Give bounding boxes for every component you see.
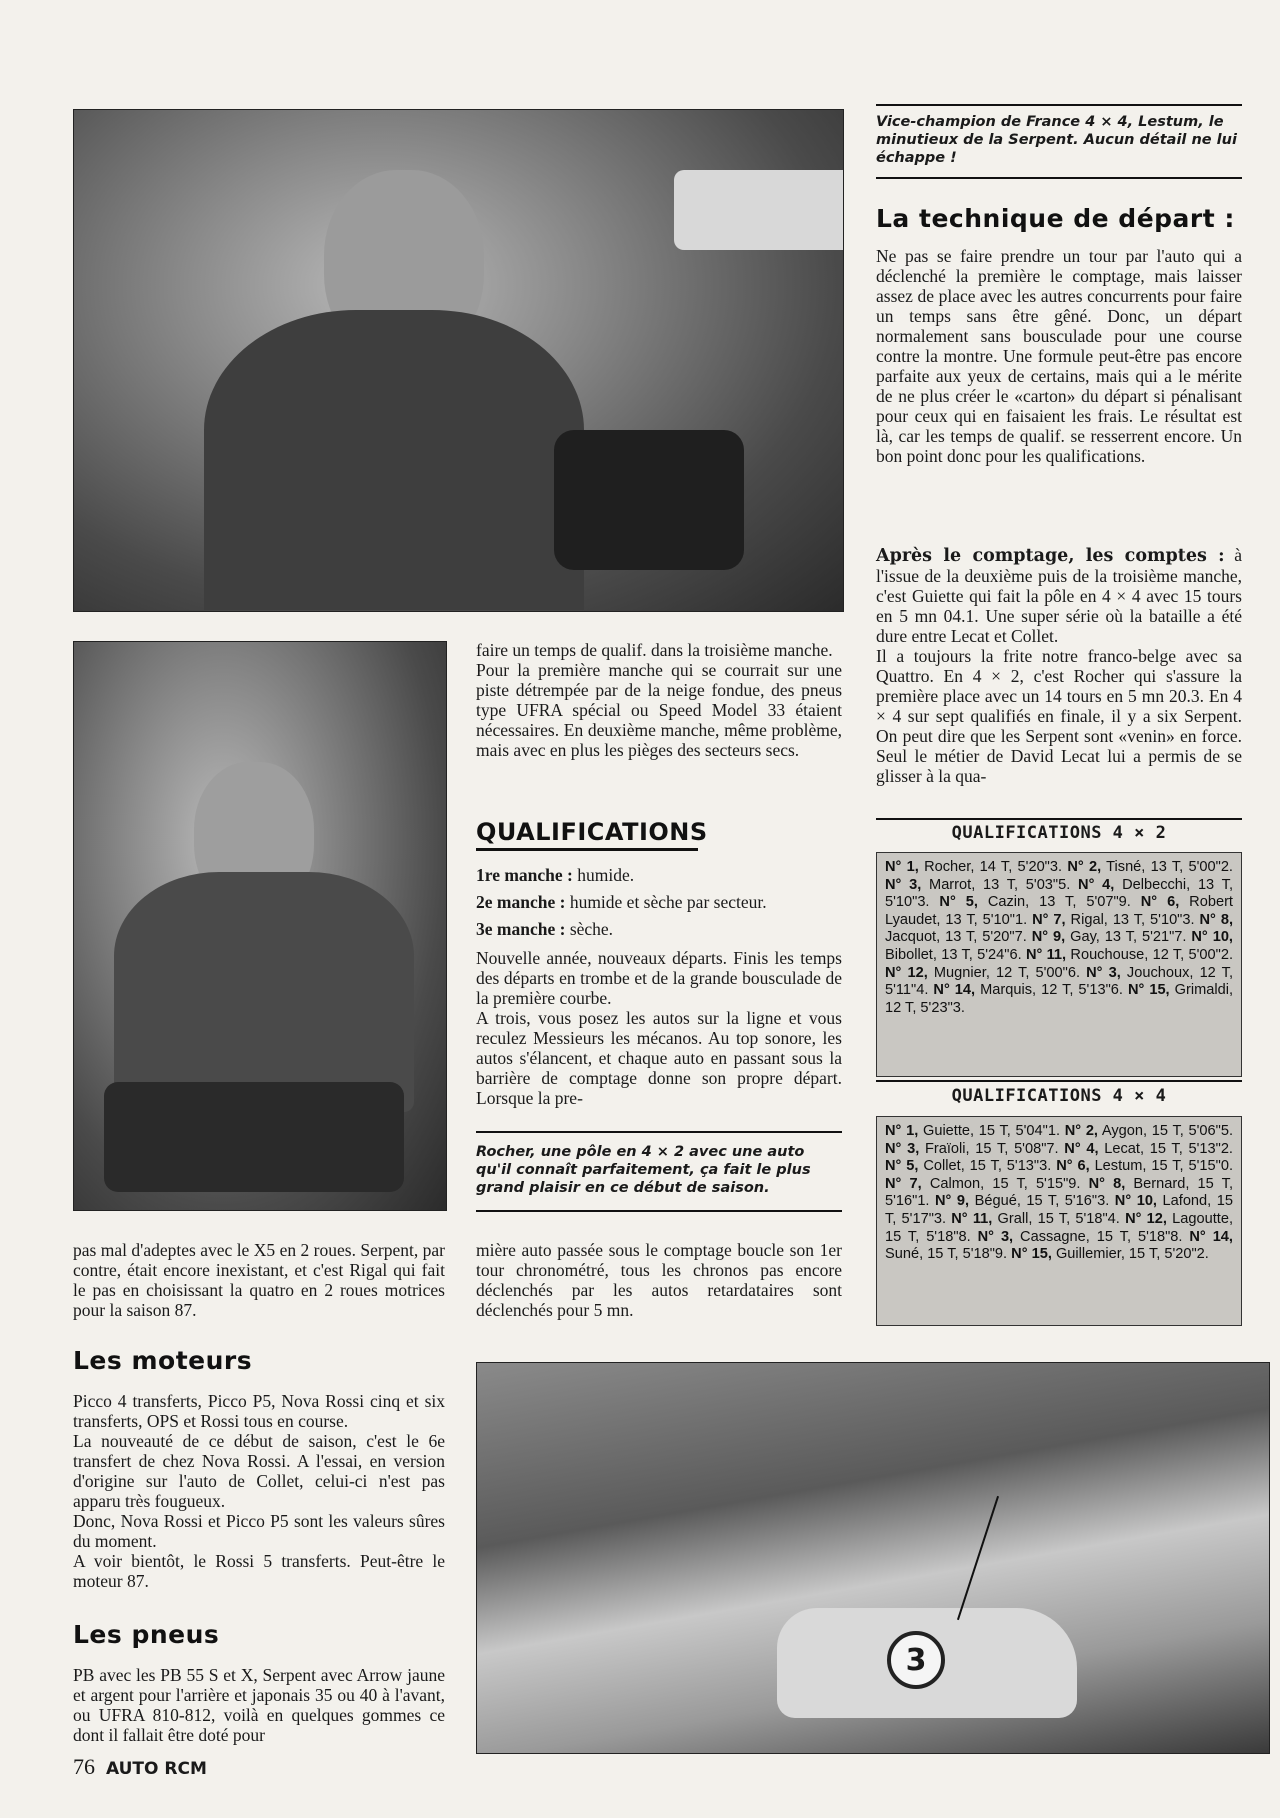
entry-text: Robert Lyaudet, 13 T, 5'10"1.	[885, 894, 1233, 928]
manche-2	[476, 889, 842, 916]
comptage-lead: Après le comptage, les comptes :	[876, 546, 1225, 566]
entry-no: N° 14,	[1189, 1228, 1233, 1245]
mechanic-body-shape	[204, 310, 584, 610]
entry-text: Aygon, 15 T, 5'06"5.	[1098, 1123, 1234, 1139]
entry-text: Guiette, 15 T, 5'04"1.	[918, 1123, 1065, 1139]
pneus-paragraph: PB avec les PB 55 S et X, Serpent avec Arrow jaune et argent pour l'arrière et japonais 35 ou 40 à l'avant, ou UFRA 810-812, voilà en quelques gommes ce dont il fallait être doté pour	[73, 1665, 445, 1745]
middle-caption: Rocher, une pôle en 4 × 2 avec une auto qu'il connaît parfaitement, ça fait le plus grand plaisir en ce début de saison.	[476, 1144, 811, 1196]
qual-4x4-entry	[1056, 1158, 1233, 1174]
entry-no: N° 12,	[885, 964, 928, 981]
middle-text-bottom	[476, 1240, 842, 1320]
entry-text: Marrot, 13 T, 5'03"5.	[921, 876, 1079, 893]
manches-list	[476, 862, 842, 943]
entry-text: Rocher, 14 T, 5'20"3.	[918, 859, 1068, 875]
entry-text: Bégué, 15 T, 5'16"3.	[969, 1193, 1115, 1210]
qual-4x2-entry	[1026, 947, 1233, 963]
page-footer	[73, 1754, 373, 1780]
moteurs-text	[73, 1391, 445, 1591]
qual-4x2-title: QUALIFICATIONS 4 × 2	[951, 823, 1167, 843]
entry-no: N° 1,	[885, 859, 919, 875]
entry-no: N° 7,	[885, 1175, 922, 1192]
comptage-paragraph-2: Il a toujours la frite notre franco-belge avec sa Quattro. En 4 × 2, c'est Rocher qui s'assure la première place avec un 14 tours en 5 mn 20.3. En 4 × 4 sur sept qualifiés en finale, il y a six Serpent. On peut dire que les Serpent sont «venin» en force. Seul le métier de David Lecat lui a permis de se glisser à la qua-	[876, 646, 1242, 786]
caption-top-rule-bottom	[876, 177, 1242, 179]
middle-text-mid	[476, 948, 842, 1108]
entry-no: N° 8,	[1199, 911, 1234, 928]
moteurs-paragraph-2: La nouveauté de ce début de saison, c'est le 6e transfert de chez Nova Rossi. A l'essai, en version d'origine sur l'auto de Collet, celui-ci n'est pas apparu très fougueux.	[73, 1431, 445, 1511]
entry-text: Marquis, 12 T, 5'13"6.	[975, 982, 1128, 999]
qual-4x2-entry	[1032, 929, 1192, 945]
rc-car-shape	[554, 430, 744, 570]
qual-4x2-entry	[885, 859, 1067, 875]
middle-paragraph-4: A trois, vous posez les autos sur la ligne et vous reculez Messieurs les mécanos. Au top sonore, les autos s'élancent, et chaque auto en passant sous la barrière de comptage donne son propre départ. Lorsque la pre-	[476, 1008, 842, 1108]
qual-4x2-entry	[1067, 859, 1233, 875]
entry-no: N° 3,	[885, 1140, 920, 1157]
left-text-top	[73, 1240, 445, 1320]
entry-no: N° 11,	[1025, 946, 1067, 963]
entry-no: N° 3,	[885, 876, 922, 893]
qual-4x2-entry	[1032, 912, 1199, 928]
entry-text: Lafond, 15 T, 5'17"3.	[885, 1193, 1233, 1227]
entry-no: N° 11,	[951, 1210, 993, 1227]
rc-car-chassis-shape	[104, 1082, 404, 1192]
qualifications-heading: QUALIFICATIONS	[476, 818, 708, 846]
mechanic-photo	[73, 109, 844, 612]
car-number-circle	[887, 1631, 945, 1689]
middle-paragraph-2: Pour la première manche qui se courrait sur une piste détrempée par de la neige fondue, des pneus type UFRA spécial ou Speed Model 33 étaient nécessaires. En deuxième manche, même problème, mais avec en plus les pièges des secteurs secs.	[476, 660, 842, 760]
entry-text: Cazin, 13 T, 5'07"9.	[977, 894, 1141, 911]
entry-no: N° 10,	[1191, 929, 1233, 946]
entry-text: Lestum, 15 T, 5'15"0.	[1089, 1158, 1234, 1175]
qual-4x4-box	[876, 1116, 1242, 1326]
entry-no: N° 12,	[1125, 1210, 1167, 1227]
comptage-text-1: à l'issue de la deuxième puis de la troisième manche, c'est Guiette qui fait la pôle en 4 × 4 avec 15 tours en 5 mn 04.1. Une super série où la bataille a été dure entre Lecat et Collet.	[876, 545, 1242, 646]
entry-text: Delbecchi, 13 T, 5'10"3.	[885, 876, 1234, 911]
comptage-paragraph	[876, 545, 1242, 646]
qual-4x4-entry	[951, 1211, 1125, 1227]
entry-no: N° 5,	[939, 894, 978, 911]
entry-no: N° 10,	[1114, 1193, 1157, 1210]
qual-4x4-entry	[885, 1141, 1064, 1157]
entry-text: Bernard, 15 T, 5'16"1.	[885, 1175, 1234, 1210]
entry-no: N° 14,	[933, 982, 976, 999]
moteurs-heading: Les moteurs	[73, 1346, 253, 1375]
middle-caption-rule	[476, 1131, 842, 1133]
entry-no: N° 4,	[1064, 1140, 1099, 1157]
manche-label: 2e manche :	[476, 892, 566, 912]
entry-no: N° 3,	[977, 1228, 1014, 1245]
qual-4x2-entry	[933, 982, 1128, 998]
entry-no: N° 7,	[1032, 911, 1066, 928]
entry-text: Bibollet, 13 T, 5'24"6.	[885, 946, 1026, 963]
entry-text: Collet, 15 T, 5'13"3.	[918, 1158, 1057, 1175]
manche-value: humide et sèche par secteur.	[565, 892, 767, 912]
qual-4x4-entry	[1065, 1123, 1233, 1139]
car-antenna-shape	[957, 1496, 999, 1620]
entry-text: Lecat, 15 T, 5'13"2.	[1098, 1140, 1233, 1157]
entry-text: Gay, 13 T, 5'21"7.	[1065, 929, 1192, 946]
left-paragraph-1: pas mal d'adeptes avec le X5 en 2 roues. Serpent, par contre, était encore inexistant, et c'est Rigal qui fait le pas en choisissant la quatro en 2 roues motrices pour la saison 87.	[73, 1240, 445, 1320]
qualifications-heading-rule	[476, 848, 698, 851]
entry-text: Rouchouse, 12 T, 5'00"2.	[1066, 946, 1233, 963]
moteurs-paragraph-1: Picco 4 transferts, Picco P5, Nova Rossi cinq et six transferts, OPS et Rossi tous en course.	[73, 1391, 445, 1431]
middle-paragraph-3: Nouvelle année, nouveaux départs. Finis les temps des départs en trombe et de la grande bousculade de la première courbe.	[476, 948, 842, 1008]
manche-label: 3e manche :	[476, 919, 566, 939]
qual-4x4-entry	[885, 1123, 1065, 1139]
technique-paragraph: Ne pas se faire prendre un tour par l'auto qui a déclenché la première le comptage, mais laisser assez de place avec les autres concurrents pour faire un temps sans être gêné. Donc, un départ normalement sans bousculade pour une course contre la montre. Une formule peut-être pas encore parfaite aux yeux de certains, mais qui a le mérite de ne plus créer le «carton» du départ si pénalisant pour ceux qui en faisaient les frais. Le résultat est là, car les temps de qualif. se resserrent encore. Un bon point donc pour les qualifications.	[876, 246, 1242, 466]
entry-no: N° 2,	[1064, 1123, 1098, 1139]
pneus-text	[73, 1665, 445, 1745]
driver-photo	[73, 641, 447, 1211]
pneus-heading: Les pneus	[73, 1620, 220, 1649]
entry-text: Grall, 15 T, 5'18"4.	[992, 1210, 1126, 1227]
page-number: 76	[73, 1754, 95, 1779]
entry-no: N° 6,	[1056, 1158, 1090, 1175]
qual-4x4-entry	[1064, 1141, 1233, 1157]
qual-4x4-rule	[876, 1080, 1242, 1082]
car-number: 3	[905, 1642, 927, 1678]
qual-4x2-entry	[885, 965, 1086, 981]
technique-text	[876, 246, 1242, 466]
caption-top: Vice-champion de France 4 × 4, Lestum, le minutieux de la Serpent. Aucun détail ne lui échappe !	[876, 114, 1237, 166]
middle-text-top	[476, 640, 842, 760]
race-car-photo	[476, 1362, 1270, 1754]
entry-no: N° 1,	[885, 1123, 919, 1139]
qual-4x2-rule	[876, 818, 1242, 820]
entry-no: N° 9,	[935, 1193, 970, 1210]
car-roof-shape	[674, 170, 844, 250]
entry-no: N° 15,	[1127, 982, 1170, 999]
entry-text: Jacquot, 13 T, 5'20"7.	[885, 929, 1032, 946]
technique-heading: La technique de départ :	[876, 204, 1235, 233]
manche-label: 1re manche :	[476, 865, 573, 885]
entry-no: N° 3,	[1086, 964, 1121, 981]
entry-text: Rigal, 13 T, 5'10"3.	[1065, 911, 1200, 928]
moteurs-paragraph-3: Donc, Nova Rossi et Picco P5 sont les valeurs sûres du moment.	[73, 1511, 445, 1551]
qual-4x2-entry	[885, 877, 1078, 893]
entry-text: Lagoutte, 15 T, 5'18"8.	[885, 1210, 1234, 1245]
driver-jacket-shape	[114, 872, 414, 1112]
caption-top-rule	[876, 104, 1242, 106]
entry-no: N° 5,	[885, 1158, 919, 1175]
entry-text: Mugnier, 12 T, 5'00"6.	[927, 964, 1087, 981]
manche-value: humide.	[572, 865, 635, 885]
moteurs-paragraph-4: A voir bientôt, le Rossi 5 transferts. Peut-être le moteur 87.	[73, 1551, 445, 1591]
qual-4x4-entry	[978, 1229, 1190, 1245]
magazine-name: AUTO RCM	[105, 1759, 207, 1779]
manche-1	[476, 862, 842, 889]
entry-no: N° 9,	[1031, 929, 1066, 946]
entry-text: Guillemier, 15 T, 5'20"2.	[1051, 1246, 1209, 1263]
entry-text: Fraïoli, 15 T, 5'08"7.	[919, 1140, 1065, 1157]
qual-4x4-entry	[885, 1176, 1089, 1192]
entry-text: Calmon, 15 T, 5'15"9.	[921, 1175, 1089, 1192]
manche-3	[476, 916, 842, 943]
entry-no: N° 15,	[1011, 1246, 1052, 1263]
comptage-text	[876, 545, 1242, 786]
middle-paragraph-5: mière auto passée sous le comptage boucle son 1er tour chronométré, tous les chronos pas encore déclenchés par les autos retardataires sont déclenchés pour 5 mn.	[476, 1240, 842, 1320]
manche-value: sèche.	[565, 919, 614, 939]
entry-no: N° 2,	[1067, 859, 1102, 875]
entry-no: N° 4,	[1078, 876, 1115, 893]
qual-4x4-entry	[935, 1193, 1115, 1209]
entry-text: Suné, 15 T, 5'18"9.	[885, 1246, 1012, 1263]
entry-text: Grimaldi, 12 T, 5'23"3.	[885, 982, 1234, 1016]
entry-no: N° 8,	[1088, 1175, 1126, 1192]
qual-4x2-box	[876, 852, 1242, 1077]
entry-text: Jouchoux, 12 T, 5'11"4.	[885, 964, 1234, 999]
qual-4x4-entry	[885, 1158, 1056, 1174]
qual-4x2-entry	[939, 894, 1140, 910]
entry-text: Cassagne, 15 T, 5'18"8.	[1013, 1228, 1190, 1245]
entry-text: Tisné, 13 T, 5'00"2.	[1101, 859, 1233, 875]
middle-paragraph-1: faire un temps de qualif. dans la troisième manche.	[476, 640, 833, 660]
middle-caption-rule-bottom	[476, 1210, 842, 1212]
qual-4x4-title: QUALIFICATIONS 4 × 4	[951, 1086, 1167, 1106]
entry-no: N° 6,	[1140, 894, 1180, 911]
qual-4x4-entry	[1011, 1246, 1209, 1262]
